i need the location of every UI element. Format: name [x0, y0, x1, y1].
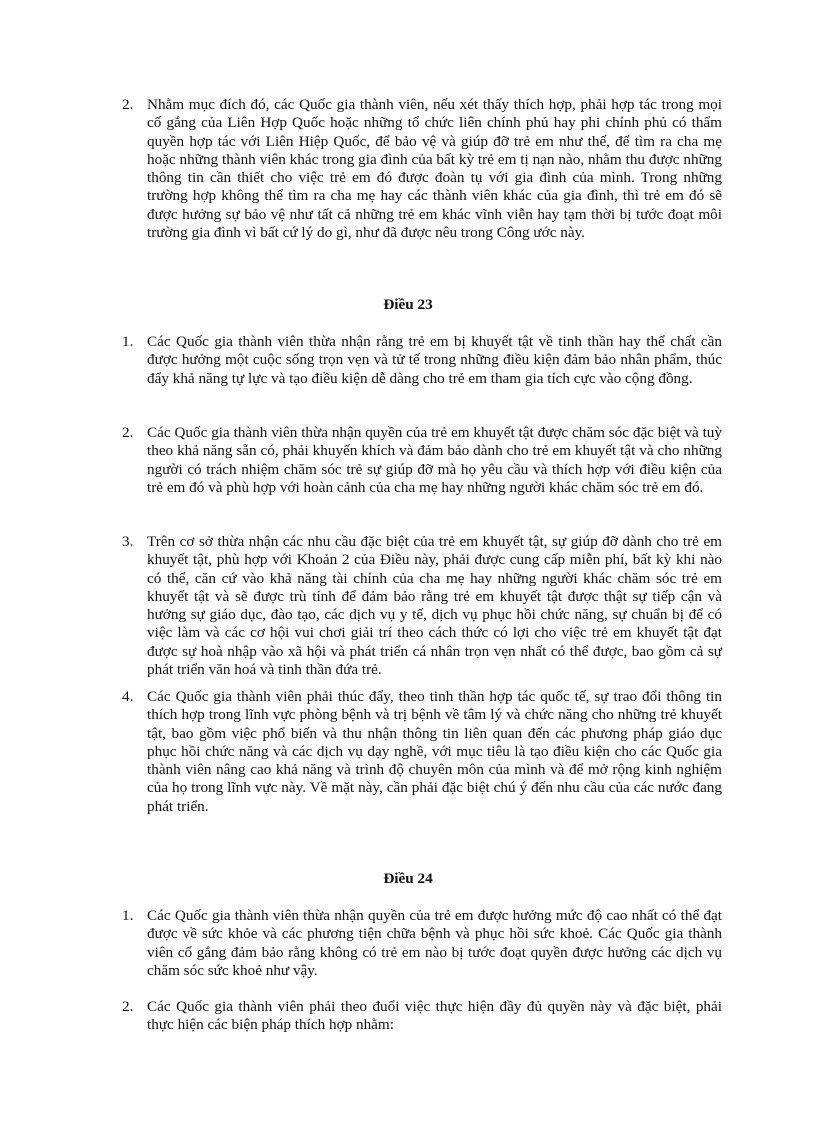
- list-item: [122, 424, 722, 497]
- list-item: [122, 688, 722, 816]
- item-number: 2.: [122, 998, 134, 1015]
- list-item: [122, 96, 722, 242]
- item-number: 3.: [122, 533, 134, 550]
- list-item: [122, 907, 722, 980]
- list-item: [122, 333, 722, 388]
- item-text: Các Quốc gia thành viên thừa nhận rằng trẻ em bị khuyết tật về tinh thần hay thể chất cần được hưởng một cuộc sống trọn vẹn và tử tế trong những điều kiện đảm bảo nhân phẩm, thúc đẩy khả năng tự lực và tạo điều kiện dễ dàng cho trẻ em tham gia tích cực vào cộng đồng.: [147, 333, 722, 387]
- article-24-heading: Điều 24: [383, 870, 433, 887]
- item-number: 1.: [122, 333, 134, 350]
- item-number: 1.: [122, 907, 134, 924]
- article-23-heading: Điều 23: [383, 296, 433, 313]
- list-item: [122, 533, 722, 679]
- item-text: Các Quốc gia thành viên thừa nhận quyền của trẻ em được hưởng mức độ cao nhất có thể đạt được về sức khỏe và các phương tiện chữa bệnh và phục hồi sức khoẻ. Các Quốc gia thành viên cố gắng đảm bảo rằng không có trẻ em nào bị tước đoạt quyền được hưởng các dịch vụ chăm sóc sức khoẻ như vậy.: [147, 907, 722, 979]
- item-number: 4.: [122, 688, 134, 705]
- item-text: Nhằm mục đích đó, các Quốc gia thành viên, nếu xét thấy thích hợp, phải hợp tác trong mọi cố gắng của Liên Hợp Quốc hoặc những tổ chức liên chính phủ hay phi chính phủ có thẩm quyền hợp tác với Liên Hiệp Quốc, để bảo vệ và giúp đỡ trẻ em như thế, để tìm ra cha mẹ hoặc những thành viên khác trong gia đình của bất kỳ trẻ em tị nạn nào, nhằm thu được những thông tin cần thiết cho việc trẻ em đó được đoàn tụ với gia đình của mình. Trong những trường hợp không thể tìm ra cha mẹ hay các thành viên khác của gia đình, thì trẻ em đó sẽ được hưởng sự bảo vệ như tất cả những trẻ em khác vĩnh viễn hay tạm thời bị tước đoạt môi trường gia đình vì bất cứ lý do gì, như đã được nêu trong Công ước này.: [147, 96, 722, 242]
- item-text: Các Quốc gia thành viên phải thúc đẩy, theo tinh thần hợp tác quốc tế, sự trao đổi thông tin thích hợp trong lĩnh vực phòng bệnh và trị bệnh về tâm lý và chức năng cho những trẻ khuyết tật, bao gồm việc phổ biến và thu nhận thông tin liên quan đến các phương pháp giáo dục phục hồi chức năng và các dịch vụ dạy nghề, với mục tiêu là tạo điều kiện cho các Quốc gia thành viên nâng cao khả năng và trình độ chuyên môn của mình và để mở rộng kinh nghiệm của họ trong lĩnh vực này. Về mặt này, cần phải đặc biệt chú ý đến nhu cầu của các nước đang phát triển.: [147, 688, 722, 815]
- item-text: Các Quốc gia thành viên phải theo đuổi việc thực hiện đầy đủ quyền này và đặc biệt, phải thực hiện các biện pháp thích hợp nhằm:: [147, 998, 722, 1034]
- item-number: 2.: [122, 96, 134, 113]
- item-text: Các Quốc gia thành viên thừa nhận quyền của trẻ em khuyết tật được chăm sóc đặc biệt và tuỳ theo khả năng sẵn có, phải khuyến khích và đảm bảo dành cho trẻ em khuyết tật và cho những người có trách nhiệm chăm sóc trẻ sự giúp đỡ mà họ yêu cầu và thích hợp với điều kiện của trẻ em đó và phù hợp với hoàn cảnh của cha mẹ hay những người khác chăm sóc trẻ em đó.: [147, 424, 722, 496]
- item-text: Trên cơ sở thừa nhận các nhu cầu đặc biệt của trẻ em khuyết tật, sự giúp đỡ dành cho trẻ em khuyết tật, phù hợp với Khoản 2 của Điều này, phải được cung cấp miễn phí, bất kỳ khi nào có thể, căn cứ vào khả năng tài chính của cha mẹ hay những người khác chăm sóc trẻ em khuyết tật và sẽ được trù tính để đảm bảo rằng trẻ em khuyết tật được thật sự tiếp cận và hưởng sự giáo dục, đào tạo, các dịch vụ y tế, dịch vụ phục hồi chức năng, sự chuẩn bị để có việc làm và các cơ hội vui chơi giải trí theo cách thức có lợi cho việc trẻ em khuyết tật đạt được sự hoà nhập vào xã hội và phát triển cá nhân trọn vẹn nhất có thể được, bao gồm cả sự phát triển văn hoá và tinh thần đứa trẻ.: [147, 533, 722, 679]
- item-number: 2.: [122, 424, 134, 441]
- list-item: [122, 998, 722, 1035]
